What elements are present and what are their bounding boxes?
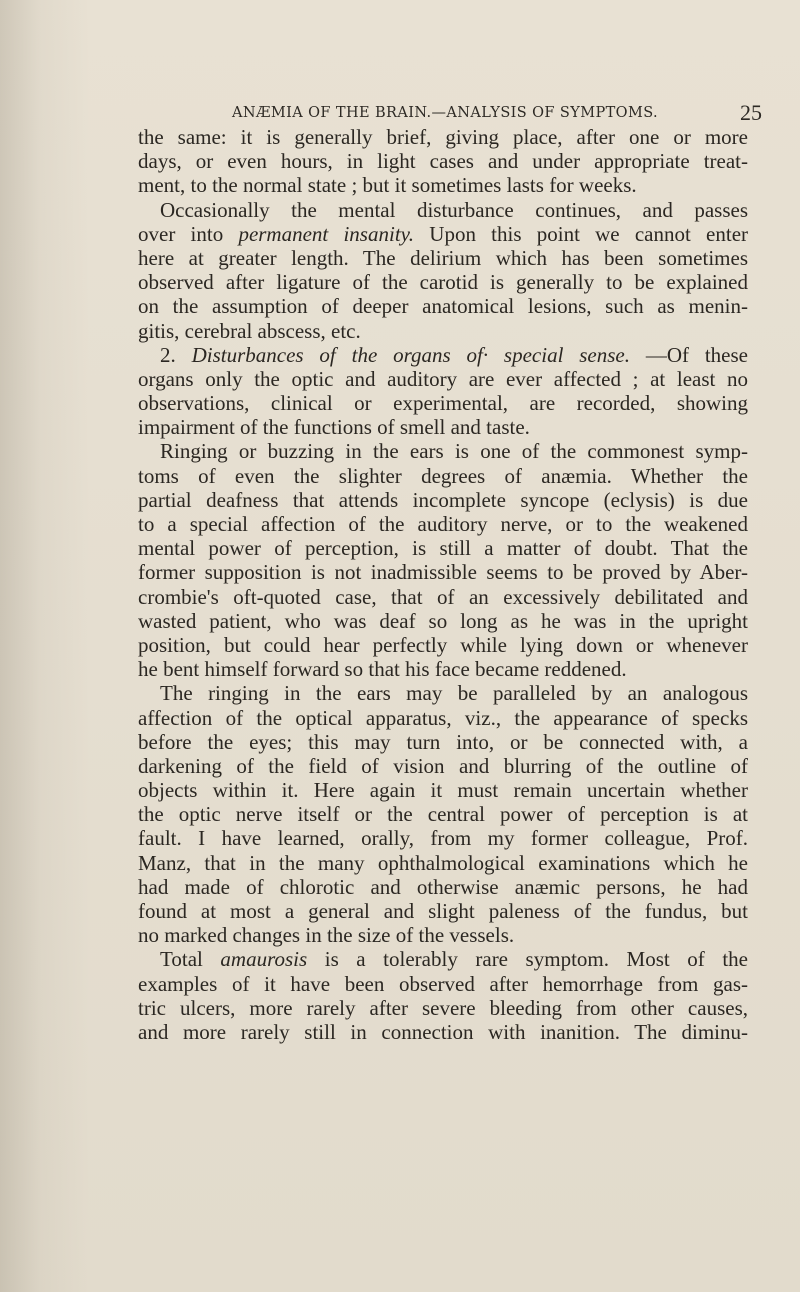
text-line: position, but could hear perfectly while lying down or whenever [138, 632, 748, 657]
text-line: objects within it. Here again it must remain uncertain whether [138, 778, 748, 803]
text-line: observed after ligature of the carotid is generally to be explained [138, 270, 748, 295]
body-text [138, 125, 748, 1044]
text-line: and more rarely still in connection with inanition. The diminu- [138, 1019, 748, 1044]
text-line: impairment of the functions of smell and taste. [138, 415, 530, 440]
text-line: mental power of perception, is still a matter of doubt. That the [138, 536, 748, 561]
text-line: found at most a general and slight paleness of the fundus, but [138, 899, 748, 923]
text-line: Ringing or buzzing in the ears is one of the commonest symp- [160, 439, 748, 464]
text-line: crombie's oft-quoted case, that of an excessively debilitated and [138, 584, 748, 609]
text-line: he bent himself forward so that his face became reddened. [138, 657, 627, 682]
text-line: had made of chlorotic and otherwise anæmic persons, he had [138, 874, 748, 899]
text-line: the optic nerve itself or the central power of perception is at [138, 802, 748, 827]
text-line: ment, to the normal state ; but it sometimes lasts for weeks. [138, 173, 637, 198]
text-line: The ringing in the ears may be paralleled by an analogous [160, 681, 748, 706]
text-line: wasted patient, who was deaf so long as he was in the upright [138, 608, 748, 633]
text-line: Occasionally the mental disturbance continues, and passes [160, 197, 748, 222]
text-line: days, or even hours, in light cases and under appropriate treat- [138, 149, 748, 174]
text-line: partial deafness that attends incomplete syncope (eclysis) is due [138, 487, 748, 512]
text-line: on the assumption of deeper anatomical lesions, such as menin- [138, 294, 748, 319]
text-line: organs only the optic and auditory are ever affected ; at least no [138, 366, 748, 391]
text-line: gitis, cerebral abscess, etc. [138, 318, 361, 343]
text-line [138, 343, 748, 367]
text-line: no marked changes in the size of the vessels. [138, 923, 515, 948]
section-heading: Disturbances of the organs of· special sense. [191, 342, 630, 367]
text-run: Upon this point we cannot enter [414, 221, 749, 246]
text-line: former supposition is not inadmissible seems to be proved by Aber- [138, 560, 748, 585]
text-line: fault. I have learned, orally, from my former colleague, Prof. [138, 826, 748, 851]
text-run: is a tolerably rare symptom. Most of the [307, 947, 748, 972]
text-line: examples of it have been observed after hemorrhage from gas- [138, 971, 748, 996]
text-line: the same: it is generally brief, giving place, after one or more [138, 125, 748, 149]
text-run: —Of these [630, 342, 748, 367]
text-line [138, 222, 748, 246]
text-line: darkening of the field of vision and blurring of the outline of [138, 753, 748, 778]
text-line [138, 947, 748, 971]
text-run: Total [160, 947, 221, 972]
text-run: 2. [160, 342, 192, 367]
text-line: before the eyes; this may turn into, or be connected with, a [138, 729, 748, 754]
text-line: Manz, that in the many ophthalmological examinations which he [138, 850, 748, 875]
text-line: toms of even the slighter degrees of anæmia. Whether the [138, 463, 748, 488]
italic-term: permanent insanity. [238, 221, 415, 246]
running-head: ANÆMIA OF THE BRAIN.—ANALYSIS OF SYMPTOMS. [232, 105, 659, 121]
text-line: affection of the optical apparatus, viz., the appearance of specks [138, 705, 748, 730]
page-number: 25 [740, 100, 762, 125]
italic-term: amaurosis [220, 947, 308, 972]
text-line: to a special affection of the auditory nerve, or to the weakened [138, 512, 748, 536]
text-line: observations, clinical or experimental, are recorded, showing [138, 391, 748, 416]
text-line: tric ulcers, more rarely after severe bleeding from other causes, [138, 995, 748, 1020]
text-run: over into [138, 221, 239, 246]
text-line: here at greater length. The delirium which has been sometimes [138, 245, 748, 270]
